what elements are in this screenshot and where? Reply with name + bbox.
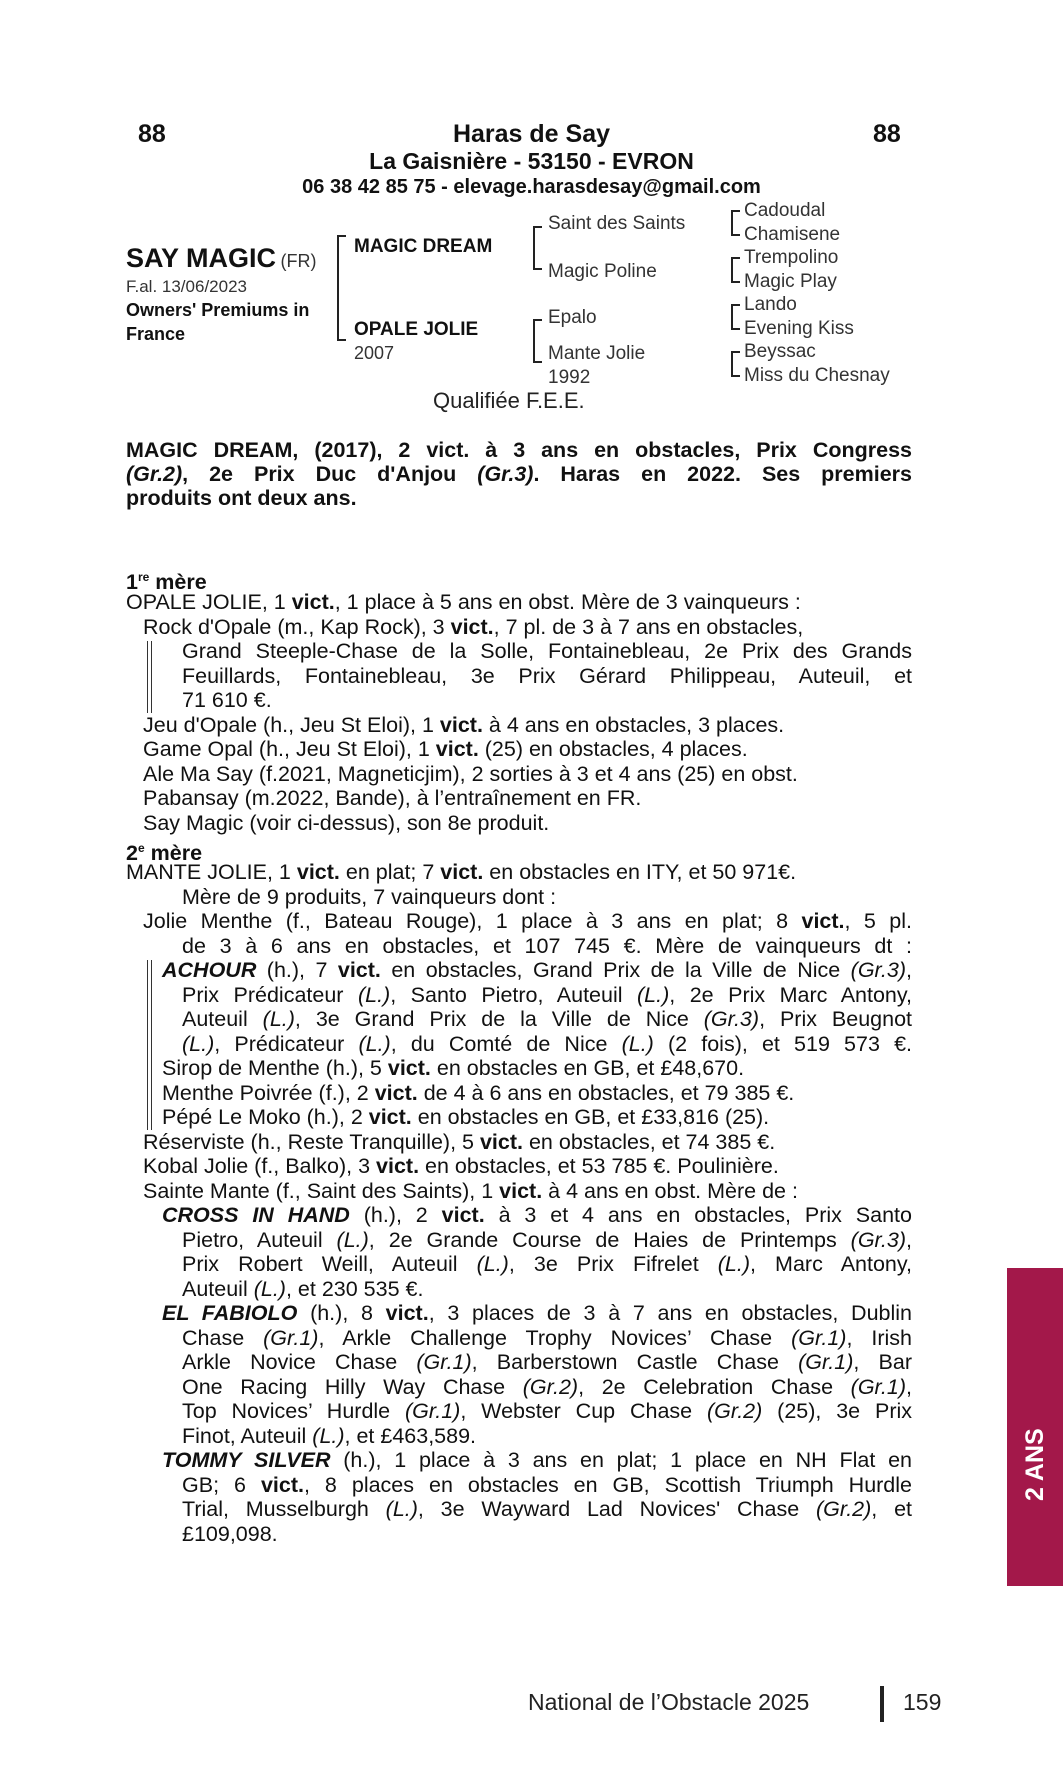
victory-label: vict. (499, 1179, 543, 1203)
text-line (143, 811, 549, 836)
line-text: Auteuil (182, 1007, 263, 1031)
line-text: Prix Robert Weill, Auteuil (182, 1252, 477, 1276)
victory-label: vict. (337, 958, 381, 982)
text-line (162, 958, 912, 983)
text-line (182, 885, 556, 910)
line-text: , 7 pl. de 3 à 7 ans en obstacles, (493, 615, 804, 639)
black-type-winner: CROSS IN HAND (162, 1203, 350, 1227)
text-line (162, 1105, 769, 1130)
grade-label: (Gr.1) (798, 1350, 854, 1374)
victory-label: vict. (368, 1105, 412, 1129)
text-line (143, 737, 748, 762)
grade-label: (L.) (312, 1424, 345, 1448)
pedigree-sire: MAGIC DREAM (354, 236, 493, 257)
line-text: MANTE JOLIE, 1 (126, 860, 297, 884)
grade-label: (L.) (336, 1228, 369, 1252)
line-text: Kobal Jolie (f., Balko), 3 (143, 1154, 377, 1178)
grade-label: (Gr.3) (477, 462, 534, 486)
stud-address: La Gaisnière - 53150 - EVRON (369, 148, 694, 174)
text-line (162, 1056, 744, 1081)
pedigree-dsd: Evening Kiss (744, 318, 854, 339)
grade-label: (Gr.2) (706, 1399, 763, 1423)
black-type-winner: EL FABIOLO (162, 1301, 298, 1325)
grade-label: (Gr.1) (850, 1375, 907, 1399)
indent-bar (147, 960, 152, 1130)
pedigree-ddd: Miss du Chesnay (744, 365, 890, 386)
line-text: , Bar (853, 1350, 912, 1374)
pedigree-dds: Beyssac (744, 341, 816, 362)
line-text: , Santo Pietro, Auteuil (390, 983, 637, 1007)
text-line (182, 1007, 912, 1032)
line-text: (2 fois), et 519 573 €. (653, 1032, 912, 1056)
text-line (182, 1032, 912, 1057)
qualification: Qualifiée F.E.E. (433, 388, 585, 413)
text-line (162, 1301, 912, 1326)
line-text: de 4 à 6 ans en obstacles, et 79 385 €. (417, 1081, 795, 1105)
line-text: Réserviste (h., Reste Tranquille), 5 (143, 1130, 480, 1154)
grade-label: (L.) (717, 1252, 750, 1276)
heading-word: mère (149, 570, 207, 595)
sire-note-text: . Haras en 2022. Ses premiers (533, 462, 912, 486)
indent-bar (147, 641, 152, 713)
line-text: Game Opal (h., Jeu St Eloi), 1 (143, 737, 436, 761)
victory-label: vict. (385, 1301, 429, 1325)
line-text: en obstacles, et 53 785 €. Poulinière. (419, 1154, 779, 1178)
grade-label: (L.) (182, 1032, 215, 1056)
pedigree-sdd: Magic Play (744, 271, 837, 292)
line-text: Prix Prédicateur (182, 983, 358, 1007)
pedigree-bracket-sire (533, 226, 542, 270)
line-text: en obstacles en GB, et £33,816 (25). (411, 1105, 770, 1129)
line-text: , (906, 1375, 912, 1399)
pedigree-dam: OPALE JOLIE (354, 319, 479, 340)
grade-label: (Gr.3) (703, 1007, 760, 1031)
line-text: , Prédicateur (214, 1032, 359, 1056)
text-line (182, 1252, 912, 1277)
line-text: Chase (182, 1326, 264, 1350)
line-text: , du Comté de Nice (390, 1032, 622, 1056)
pedigree-dd: Mante Jolie (548, 343, 646, 364)
pedigree-sss: Cadoudal (744, 200, 826, 221)
horse-name: SAY MAGIC (126, 243, 277, 273)
text-line (126, 860, 796, 885)
grade-label: (Gr.2) (522, 1375, 579, 1399)
line-text: Trial, Musselburgh (182, 1497, 386, 1521)
pedigree-ss: Saint des Saints (548, 213, 686, 234)
victory-label: vict. (441, 1203, 485, 1227)
sire-note-text: , 2e Prix Duc d'Anjou (182, 462, 478, 486)
line-text: , et 230 535 €. (285, 1277, 424, 1301)
line-text: en obstacles en ITY, et 50 971€. (483, 860, 797, 884)
line-text: Grand Steeple-Chase de la Solle, Fontainebleau, 2e Prix des Grands (182, 639, 912, 663)
victory-label: vict. (260, 1473, 304, 1497)
text-line (182, 934, 912, 959)
horse-birth: F.al. 13/06/2023 (126, 277, 247, 296)
sire-note-line-1: MAGIC DREAM, (2017), 2 vict. à 3 ans en obstacles, Prix Congress (126, 438, 912, 462)
grade-label: (L.) (637, 983, 670, 1007)
victory-label: vict. (435, 737, 479, 761)
pedigree-bracket-dd (731, 351, 740, 377)
premiums-line-2: France (126, 324, 186, 344)
line-text: , 3 places de 3 à 7 ans en obstacles, Dublin (428, 1301, 912, 1325)
line-text: Ale Ma Say (f.2021, Magneticjim), 2 sorties à 3 et 4 ans (25) en obst. (143, 762, 798, 786)
line-text: à 3 et 4 ans en obstacles, Prix Santo (484, 1203, 912, 1227)
line-text: Pépé Le Moko (h.), 2 (162, 1105, 369, 1129)
grade-label: (Gr.2) (126, 462, 183, 486)
grade-label: (L.) (357, 983, 391, 1007)
horse-title (126, 243, 316, 274)
text-line (143, 615, 803, 640)
heading-word: mère (144, 841, 203, 866)
line-text: , 1 place à 5 ans en obst. Mère de 3 vainqueurs : (334, 590, 801, 614)
grade-label: (Gr.3) (850, 1228, 907, 1252)
text-line (182, 1277, 423, 1302)
pedigree-dd-year: 1992 (548, 367, 591, 388)
text-line (182, 639, 912, 664)
line-text: , Webster Cup Chase (460, 1399, 707, 1423)
line-text: , Barberstown Castle Chase (471, 1350, 799, 1374)
pedigree-bracket-gen1 (337, 235, 346, 341)
text-line (182, 1228, 912, 1253)
line-text: , 5 pl. (844, 909, 912, 933)
line-text: , Irish (846, 1326, 912, 1350)
line-text: , et £463,589. (344, 1424, 477, 1448)
line-text: Menthe Poivrée (f.), 2 (162, 1081, 375, 1105)
stud-name: Haras de Say (452, 120, 611, 148)
text-line (162, 1203, 912, 1228)
line-text: , 2e Celebration Chase (578, 1375, 851, 1399)
heading-number: 2 (126, 841, 138, 866)
line-text: , (906, 958, 912, 982)
line-text: , 2e Prix Marc Antony, (669, 983, 913, 1007)
text-line (143, 909, 912, 934)
lot-number-left: 88 (138, 120, 166, 148)
stud-contact: 06 38 42 85 75 - elevage.harasdesay@gmail.com (302, 176, 761, 198)
text-line (162, 1448, 912, 1473)
pedigree-ssd: Chamisene (744, 224, 841, 245)
text-line (143, 786, 641, 811)
lot-number-right: 88 (873, 120, 901, 148)
pedigree-sd: Magic Poline (548, 261, 657, 282)
text-line (126, 590, 801, 615)
pedigree-bracket-ss (731, 210, 740, 236)
line-text: , 2e Grande Course de Haies de Printemps (368, 1228, 851, 1252)
pedigree-bracket-ds (731, 304, 740, 330)
grade-label: (Gr.1) (405, 1399, 461, 1423)
line-text: , Marc Antony, (750, 1252, 913, 1276)
line-text: (h.), 2 (349, 1203, 442, 1227)
black-type-winner: TOMMY SILVER (162, 1448, 331, 1472)
age-tab-label: 2 ANS (1021, 1428, 1049, 1501)
line-text: en obstacles en GB, et £48,670. (430, 1056, 745, 1080)
line-text: OPALE JOLIE, 1 (126, 590, 292, 614)
line-text: (h.), 8 (297, 1301, 386, 1325)
heading-number: 1 (126, 570, 138, 595)
text-line (182, 1326, 912, 1351)
grade-label: (Gr.3) (850, 958, 907, 982)
line-text: , 8 places en obstacles en GB, Scottish Triumph Hurdle (303, 1473, 912, 1497)
line-text: Say Magic (voir ci-dessus), son 8e produit. (143, 811, 550, 835)
pedigree-bracket-sd (731, 257, 740, 283)
grade-label: (L.) (262, 1007, 295, 1031)
horse-country: (FR) (280, 251, 317, 271)
line-text: , 3e Grand Prix de la Ville de Nice (294, 1007, 704, 1031)
text-line (182, 1350, 912, 1375)
pedigree-bracket-dam (533, 319, 542, 363)
line-text: à 4 ans en obst. Mère de : (542, 1179, 798, 1203)
pedigree-sds: Trempolino (744, 247, 839, 268)
text-line (182, 1424, 476, 1449)
line-text: , Arkle Challenge Trophy Novices’ Chase (318, 1326, 792, 1350)
line-text: Top Novices’ Hurdle (182, 1399, 405, 1423)
line-text: (25), 3e Prix (762, 1399, 913, 1423)
grade-label: (L.) (476, 1252, 509, 1276)
line-text: Feuillards, Fontainebleau, 3e Prix Gérard Philippeau, Auteuil, et (182, 664, 912, 688)
line-text: , (906, 1228, 912, 1252)
line-text: en plat; 7 (339, 860, 441, 884)
text-line (182, 1399, 912, 1424)
text-line (182, 1522, 278, 1547)
line-text: (25) en obstacles, 4 places. (478, 737, 748, 761)
line-text: , 3e Prix Fifrelet (508, 1252, 718, 1276)
pedigree-ds: Epalo (548, 307, 597, 328)
line-text: Pietro, Auteuil (182, 1228, 337, 1252)
text-line (143, 1130, 775, 1155)
line-text: en obstacles, et 74 385 €. (523, 1130, 776, 1154)
victory-label: vict. (376, 1154, 420, 1178)
text-line (182, 664, 912, 689)
black-type-winner: ACHOUR (162, 958, 257, 982)
line-text: £109,098. (182, 1522, 278, 1546)
line-text: Auteuil (182, 1277, 254, 1301)
sire-note-line-3: produits ont deux ans. (126, 486, 357, 510)
line-text: Sirop de Menthe (h.), 5 (162, 1056, 388, 1080)
line-text: Jeu d'Opale (h., Jeu St Eloi), 1 (143, 713, 440, 737)
pedigree-dss: Lando (744, 294, 797, 315)
line-text: GB; 6 (182, 1473, 261, 1497)
line-text: Sainte Mante (f., Saint des Saints), 1 (143, 1179, 500, 1203)
grade-label: (L.) (358, 1032, 391, 1056)
grade-label: (Gr.1) (791, 1326, 847, 1350)
text-line (143, 762, 798, 787)
grade-label: (L.) (385, 1497, 418, 1521)
line-text: en obstacles, Grand Prix de la Ville de Nice (380, 958, 851, 982)
sire-note-line-2 (126, 462, 912, 487)
footer-publication: National de l’Obstacle 2025 (528, 1689, 810, 1715)
line-text: de 3 à 6 ans en obstacles, et 107 745 €. Mère de vainqueurs dt : (182, 934, 912, 958)
text-line (182, 983, 912, 1008)
line-text: Finot, Auteuil (182, 1424, 313, 1448)
text-line (182, 688, 272, 713)
line-text: (h.), 1 place à 3 ans en plat; 1 place en NH Flat en (330, 1448, 912, 1472)
line-text: (h.), 7 (256, 958, 338, 982)
text-line (143, 1154, 779, 1179)
line-text: , 3e Wayward Lad Novices' Chase (417, 1497, 816, 1521)
line-text: Rock d'Opale (m., Kap Rock), 3 (143, 615, 451, 639)
line-text: 71 610 €. (182, 688, 272, 712)
text-line (182, 1473, 912, 1498)
heading-sup: re (137, 570, 150, 584)
grade-label: (Gr.1) (416, 1350, 472, 1374)
victory-label: vict. (450, 615, 494, 639)
line-text: , et (871, 1497, 912, 1521)
victory-label: vict. (387, 1056, 431, 1080)
line-text: , Prix Beugnot (759, 1007, 913, 1031)
victory-label: vict. (439, 713, 483, 737)
victory-label: vict. (291, 590, 335, 614)
line-text: Pabansay (m.2022, Bande), à l’entraînement en FR. (143, 786, 642, 810)
grade-label: (Gr.1) (263, 1326, 319, 1350)
line-text: Arkle Novice Chase (182, 1350, 417, 1374)
text-line (162, 1081, 794, 1106)
line-text: Jolie Menthe (f., Bateau Rouge), 1 place à 3 ans en plat; 8 (143, 909, 802, 933)
line-text: One Racing Hilly Way Chase (182, 1375, 523, 1399)
premiums-line-1: Owners' Premiums in (126, 300, 310, 320)
grade-label: (Gr.2) (815, 1497, 872, 1521)
victory-label: vict. (296, 860, 340, 884)
footer-separator (880, 1686, 884, 1722)
text-line (182, 1497, 912, 1522)
victory-label: vict. (801, 909, 845, 933)
text-line (143, 713, 784, 738)
pedigree-dam-year: 2007 (354, 343, 395, 363)
victory-label: vict. (479, 1130, 523, 1154)
grade-label: (L.) (253, 1277, 286, 1301)
line-text: Mère de 9 produits, 7 vainqueurs dont : (182, 885, 557, 909)
heading-sup: e (137, 841, 145, 855)
line-text: à 4 ans en obstacles, 3 places. (482, 713, 785, 737)
age-side-tab (1007, 1268, 1063, 1586)
text-line (182, 1375, 912, 1400)
victory-label: vict. (374, 1081, 418, 1105)
footer-page-number: 159 (903, 1689, 942, 1715)
victory-label: vict. (440, 860, 484, 884)
text-line (143, 1179, 798, 1204)
grade-label: (L.) (621, 1032, 654, 1056)
